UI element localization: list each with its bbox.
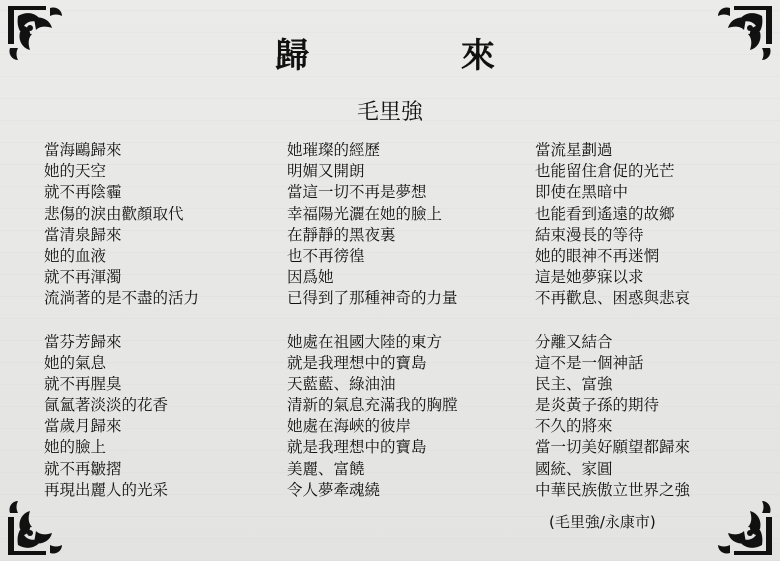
poem-line: 是炎黃子孫的期待 <box>535 396 660 415</box>
poem-author: 毛里強 <box>356 100 423 125</box>
poem-line: 就不再陰霾 <box>44 183 122 202</box>
poem-line: 這是她夢寐以求 <box>535 268 644 287</box>
poem-line: 當流星劃過 <box>535 141 613 159</box>
poem-line: 在靜靜的黑夜裏 <box>287 225 396 244</box>
poem-line: 當芬芳歸來 <box>44 332 122 351</box>
poem-title: 歸 來 <box>275 36 565 76</box>
poem-line: 令人夢牽魂繞 <box>287 480 381 499</box>
poem-line: 氤氳著淡淡的花香 <box>44 396 169 415</box>
poem-line: 她的血液 <box>44 246 107 265</box>
poem-line: 也不再徬徨 <box>287 246 365 265</box>
corner-ornament-bottom-right <box>700 483 774 557</box>
poem-line: 分離又結合 <box>535 332 613 351</box>
poem-line: 她的眼神不再迷惘 <box>535 246 660 265</box>
poem-signature: (毛里強/永康市) <box>549 513 656 531</box>
poem-column-1 <box>44 140 199 501</box>
poem-line: 她處在祖國大陸的東方 <box>287 332 443 351</box>
poem-line: 結束漫長的等待 <box>535 225 644 244</box>
poem-column-3 <box>535 140 690 501</box>
poem-line: 就不再皺摺 <box>44 459 122 478</box>
poem-line: 就是我理想中的寶島 <box>287 353 427 372</box>
poem-line: 美麗、富饒 <box>287 459 365 478</box>
poem-line: 她處在海峽的彼岸 <box>287 417 412 436</box>
poem-line: 不久的將來 <box>535 417 613 436</box>
poem-line: 即使在黑暗中 <box>535 183 629 202</box>
stanza-gap <box>44 310 199 332</box>
poem-line: 當一切美好願望都歸來 <box>535 438 691 457</box>
poem-line: 當歲月歸來 <box>44 417 122 436</box>
poem-column-2 <box>287 140 458 501</box>
poem-line: 她的氣息 <box>44 353 107 372</box>
poem-line: 民主、富強 <box>535 374 613 393</box>
poem-line: 天藍藍、綠油油 <box>287 374 396 393</box>
poem-line: 再現出麗人的光采 <box>44 480 169 499</box>
poem-line: 當這一切不再是夢想 <box>287 183 427 202</box>
poem-line: 她的天空 <box>44 162 107 181</box>
poem-line: 已得到了那種神奇的力量 <box>287 289 458 308</box>
poem-line: 就不再腥臭 <box>44 374 122 393</box>
poem-line: 也能看到遙遠的故鄉 <box>535 204 675 223</box>
stanza-gap <box>535 310 690 332</box>
poem-line: 她璀璨的經歷 <box>287 141 381 159</box>
poem-line: 悲傷的淚由歡顏取代 <box>44 204 184 223</box>
poem-line: 國統、家圓 <box>535 459 613 478</box>
poem-line: 就不再渾濁 <box>44 268 122 287</box>
poem-line: 不再歡息、困惑與悲哀 <box>535 289 691 308</box>
poem-line: 她的臉上 <box>44 438 107 457</box>
poem-line: 清新的氣息充滿我的胸膛 <box>287 396 458 415</box>
poem-line: 明媚又開朗 <box>287 162 365 181</box>
poem-line: 當清泉歸來 <box>44 225 122 244</box>
poem-line: 當海鷗歸來 <box>44 141 122 159</box>
poem-line: 流淌著的是不盡的活力 <box>44 289 200 308</box>
poem-line: 也能留住倉促的光芒 <box>535 162 675 181</box>
poem-line: 因爲她 <box>287 268 334 287</box>
stanza-gap <box>287 310 458 332</box>
poem-line: 這不是一個神話 <box>535 353 644 372</box>
poem-line: 幸福陽光灑在她的臉上 <box>287 204 443 223</box>
poem-line: 就是我理想中的寶島 <box>287 438 427 457</box>
poem-line: 中華民族傲立世界之強 <box>535 480 691 499</box>
